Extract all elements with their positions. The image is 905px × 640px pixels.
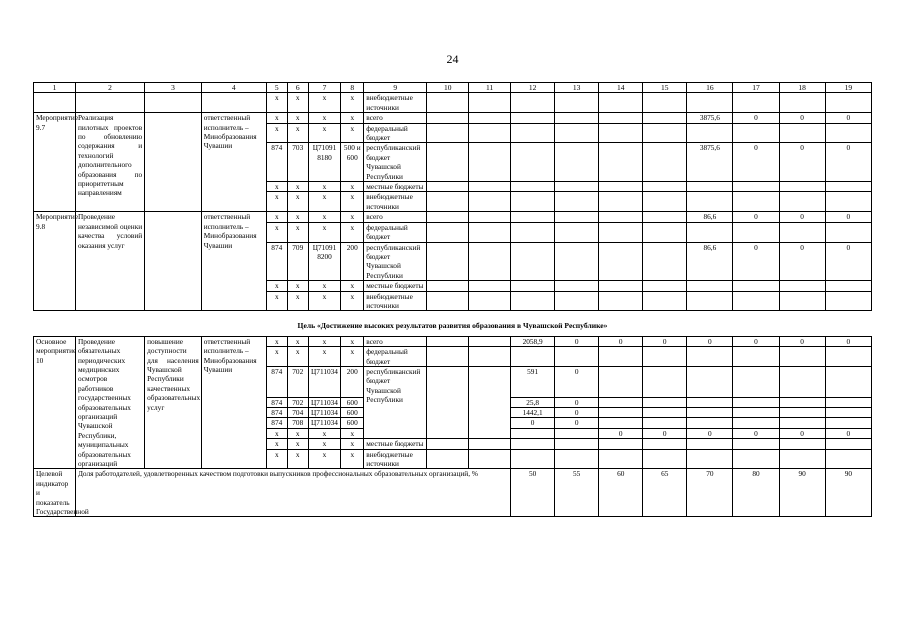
target-article-cell: Ц71091 8200	[308, 242, 341, 281]
indicator-value: 60	[599, 469, 643, 517]
value-cell: 0	[779, 242, 825, 281]
indicator-row	[34, 469, 872, 517]
value-cell: 0	[555, 418, 599, 428]
x-cell: x	[341, 192, 364, 212]
x-cell: x	[308, 336, 341, 346]
value-cell: 0	[643, 336, 687, 346]
target-article-cell: Ц711034	[308, 366, 341, 397]
activity-description: Реализация пилотных проектов по обновлению содержания и технологий дополнительного образования по приоритетным направлениям	[75, 113, 144, 212]
header-cell: 12	[511, 83, 555, 93]
header-row	[34, 83, 872, 93]
x-cell: x	[287, 428, 308, 438]
value-cell: 0	[643, 428, 687, 438]
page-number: 24	[446, 52, 459, 66]
section-cell: 702	[287, 397, 308, 407]
value-cell: 0	[779, 428, 825, 438]
target-article-cell: Ц71091 8180	[308, 143, 341, 182]
header-cell: 15	[643, 83, 687, 93]
value-cell: 86,6	[687, 242, 733, 281]
activity-description: Проведение независимой оценки качества условий оказания услуг	[75, 212, 144, 311]
x-cell: x	[266, 428, 287, 438]
indicator-value: 90	[825, 469, 871, 517]
x-cell: x	[266, 93, 287, 113]
x-cell: x	[308, 212, 341, 222]
table-row	[34, 336, 872, 346]
x-cell: x	[341, 123, 364, 143]
x-cell: x	[266, 281, 287, 291]
header-cell: 5	[266, 83, 287, 93]
funding-source: федеральный бюджет	[364, 222, 427, 242]
value-cell: 0	[779, 143, 825, 182]
value-cell: 0	[555, 397, 599, 407]
value-cell: 0	[733, 212, 779, 222]
value-cell: 591	[511, 366, 555, 397]
value-cell: 0	[779, 336, 825, 346]
header-cell: 2	[75, 83, 144, 93]
x-cell: x	[287, 113, 308, 123]
header-cell: 16	[687, 83, 733, 93]
header-cell: 11	[469, 83, 511, 93]
funding-source: местные бюджеты	[364, 281, 427, 291]
header-cell: 6	[287, 83, 308, 93]
activity-name: Мероприятие 9.7	[34, 113, 76, 212]
table-row	[34, 93, 872, 113]
grbs-cell: 874	[266, 242, 287, 281]
funding-source: республиканский бюджет Чувашской Республики	[364, 242, 427, 281]
grbs-cell: 874	[266, 408, 287, 418]
value-cell: 0	[511, 418, 555, 428]
x-cell: x	[287, 212, 308, 222]
responsible-executor: ответственный исполнитель – Минобразования Чувашии	[201, 113, 266, 212]
grbs-cell: 874	[266, 143, 287, 182]
funding-source: всего	[364, 113, 427, 123]
section-cell: 703	[287, 143, 308, 182]
indicator-value: 80	[733, 469, 779, 517]
value-cell: 25,8	[511, 397, 555, 407]
x-cell: x	[308, 123, 341, 143]
x-cell: x	[341, 449, 364, 469]
header-cell: 13	[555, 83, 599, 93]
grbs-cell: 874	[266, 366, 287, 397]
section-cell: 708	[287, 418, 308, 428]
x-cell: x	[308, 428, 341, 438]
expected-result: повышение доступности для населения Чувашской Республики качественных образовательных услуг	[145, 336, 202, 469]
target-article-cell: Ц711034	[308, 418, 341, 428]
value-cell: 0	[825, 242, 871, 281]
target-article-cell: Ц711034	[308, 397, 341, 407]
table-row	[34, 212, 872, 222]
x-cell: x	[341, 439, 364, 449]
x-cell: x	[266, 113, 287, 123]
x-cell: x	[341, 281, 364, 291]
value-cell: 86,6	[687, 212, 733, 222]
responsible-executor: ответственный исполнитель – Минобразования Чувашии	[201, 336, 266, 469]
x-cell: x	[287, 347, 308, 367]
funding-source: внебюджетные источники	[364, 93, 427, 113]
funding-source: всего	[364, 336, 427, 346]
x-cell: x	[287, 93, 308, 113]
value-cell: 0	[733, 242, 779, 281]
x-cell: x	[341, 336, 364, 346]
value-cell: 0	[555, 336, 599, 346]
expense-type-cell: 500 и 600	[341, 143, 364, 182]
indicator-value: 55	[555, 469, 599, 517]
funding-source: федеральный бюджет	[364, 347, 427, 367]
x-cell: x	[341, 212, 364, 222]
x-cell: x	[266, 347, 287, 367]
value-cell: 0	[687, 336, 733, 346]
x-cell: x	[287, 449, 308, 469]
header-cell: 10	[427, 83, 469, 93]
goal-row	[34, 311, 872, 336]
header-cell: 14	[599, 83, 643, 93]
indicator-value: 90	[779, 469, 825, 517]
value-cell: 0	[687, 428, 733, 438]
funding-source: внебюджетные источники	[364, 192, 427, 212]
value-cell: 0	[733, 428, 779, 438]
header-cell: 1	[34, 83, 76, 93]
header-cell: 18	[779, 83, 825, 93]
x-cell: x	[308, 281, 341, 291]
indicator-value: 65	[643, 469, 687, 517]
x-cell: x	[308, 291, 341, 311]
x-cell: x	[308, 449, 341, 469]
target-article-cell: Ц711034	[308, 408, 341, 418]
x-cell: x	[266, 212, 287, 222]
header-cell: 9	[364, 83, 427, 93]
header-cell: 8	[341, 83, 364, 93]
value-cell: 0	[825, 428, 871, 438]
value-cell: 0	[733, 143, 779, 182]
x-cell: x	[266, 336, 287, 346]
x-cell: x	[341, 428, 364, 438]
value-cell: 0	[825, 143, 871, 182]
x-cell: x	[308, 182, 341, 192]
section-cell: 702	[287, 366, 308, 397]
x-cell: x	[266, 439, 287, 449]
x-cell: x	[308, 93, 341, 113]
funding-source: внебюджетные источники	[364, 449, 427, 469]
value-cell: 0	[825, 212, 871, 222]
x-cell: x	[341, 113, 364, 123]
value-cell: 0	[825, 336, 871, 346]
value-cell: 3875,6	[687, 143, 733, 182]
value-cell: 0	[733, 113, 779, 123]
x-cell: x	[266, 192, 287, 212]
funding-source: местные бюджеты	[364, 439, 427, 449]
value-cell: 0	[825, 113, 871, 123]
funding-source: республиканский бюджет Чувашской Республики	[364, 366, 427, 438]
x-cell: x	[266, 123, 287, 143]
expense-type-cell: 200	[341, 366, 364, 397]
activity-description: Проведение обязательных периодических медицинских осмотров работников государственных образовательных организаций Чувашской Республики, муниципальных образовательных организаций	[75, 336, 144, 469]
x-cell: x	[308, 347, 341, 367]
section-cell: 709	[287, 242, 308, 281]
value-cell: 0	[779, 212, 825, 222]
x-cell: x	[308, 439, 341, 449]
funding-source: внебюджетные источники	[364, 291, 427, 311]
x-cell: x	[266, 291, 287, 311]
x-cell: x	[266, 182, 287, 192]
x-cell: x	[287, 182, 308, 192]
x-cell: x	[341, 182, 364, 192]
value-cell: 0	[555, 366, 599, 397]
x-cell: x	[287, 291, 308, 311]
header-cell: 17	[733, 83, 779, 93]
x-cell: x	[287, 222, 308, 242]
indicator-value: 50	[511, 469, 555, 517]
table-row	[34, 113, 872, 123]
indicator-text: Доля работодателей, удовлетворенных качеством подготовки выпускников профессиональных образовательных организаций, %	[75, 469, 510, 517]
x-cell: x	[341, 291, 364, 311]
x-cell: x	[287, 336, 308, 346]
x-cell: x	[287, 439, 308, 449]
indicator-value: 70	[687, 469, 733, 517]
x-cell: x	[287, 123, 308, 143]
value-cell: 0	[599, 428, 643, 438]
value-cell: 0	[555, 408, 599, 418]
header-cell: 4	[201, 83, 266, 93]
value-cell: 0	[733, 336, 779, 346]
x-cell: x	[308, 222, 341, 242]
header-cell: 3	[145, 83, 202, 93]
funding-source: федеральный бюджет	[364, 123, 427, 143]
budget-table	[33, 82, 872, 517]
x-cell: x	[287, 281, 308, 291]
x-cell: x	[287, 192, 308, 212]
value-cell: 0	[599, 336, 643, 346]
grbs-cell: 874	[266, 418, 287, 428]
funding-source: всего	[364, 212, 427, 222]
x-cell: x	[341, 93, 364, 113]
value-cell: 3875,6	[687, 113, 733, 123]
responsible-executor: ответственный исполнитель – Минобразования Чувашии	[201, 212, 266, 311]
funding-source: местные бюджеты	[364, 182, 427, 192]
x-cell: x	[266, 222, 287, 242]
header-cell: 19	[825, 83, 871, 93]
grbs-cell: 874	[266, 397, 287, 407]
header-cell: 7	[308, 83, 341, 93]
funding-source: республиканский бюджет Чувашской Республики	[364, 143, 427, 182]
activity-name: Основное мероприятие 10	[34, 336, 76, 469]
value-cell: 2058,9	[511, 336, 555, 346]
indicator-label: Целевой индикатор и показатель Государственной	[34, 469, 76, 517]
expense-type-cell: 600	[341, 408, 364, 418]
x-cell: x	[308, 113, 341, 123]
expense-type-cell: 600	[341, 397, 364, 407]
activity-name: Мероприятие 9.8	[34, 212, 76, 311]
goal-heading: Цель «Достижение высоких результатов развития образования в Чувашской Республике»	[34, 311, 872, 336]
section-cell: 704	[287, 408, 308, 418]
x-cell: x	[308, 192, 341, 212]
value-cell: 0	[779, 113, 825, 123]
expense-type-cell: 600	[341, 418, 364, 428]
expense-type-cell: 200	[341, 242, 364, 281]
value-cell: 1442,1	[511, 408, 555, 418]
x-cell: x	[341, 347, 364, 367]
x-cell: x	[266, 449, 287, 469]
x-cell: x	[341, 222, 364, 242]
